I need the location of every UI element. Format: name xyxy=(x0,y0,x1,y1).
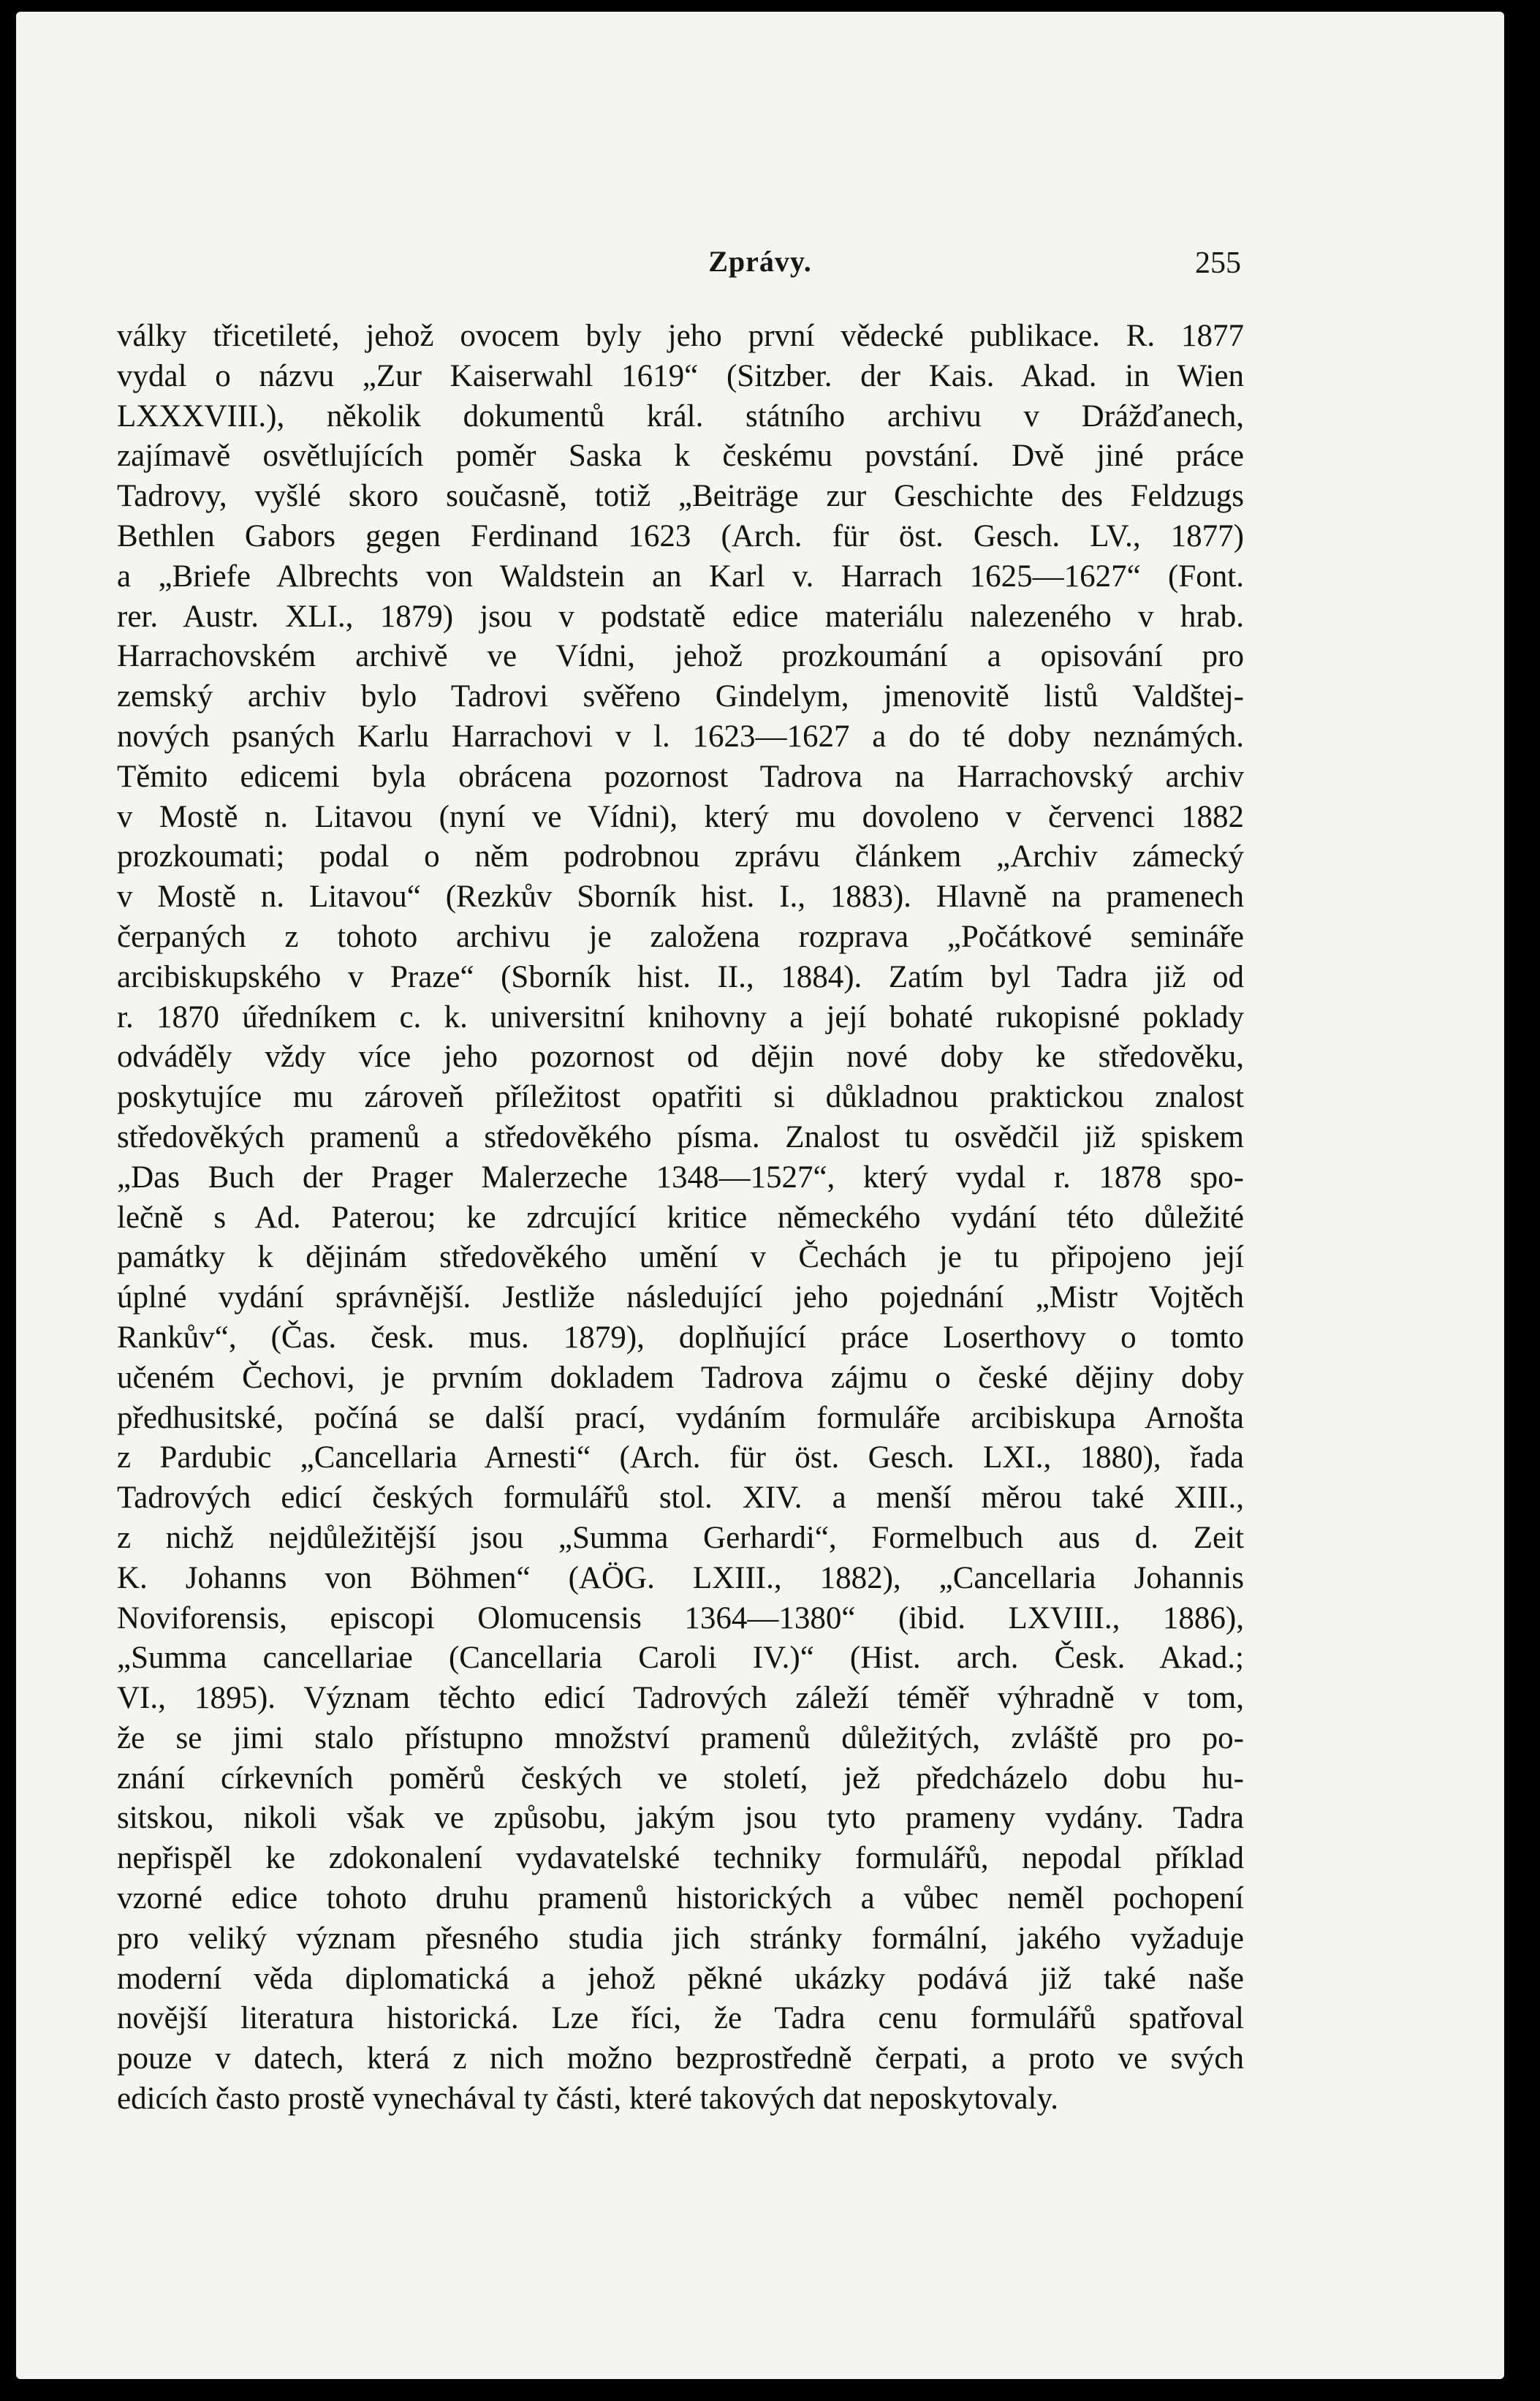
text-line: z nichž nejdůležitější jsou „Summa Gerhardi“, Formelbuch aus d. Zeit xyxy=(117,1520,1244,1555)
text-line: „Summa cancellariae (Cancellaria Caroli IV.)“ (Hist. arch. Česk. Akad.; xyxy=(117,1641,1244,1676)
text-line: v Mostě n. Litavou (nyní ve Vídni), který mu dovoleno v červenci 1882 xyxy=(117,799,1244,834)
text-line: války třicetileté, jehož ovocem byly jeho první vědecké publikace. R. 1877 xyxy=(117,319,1244,353)
text-line: „Das Buch der Prager Malerzeche 1348—1527“, který vydal r. 1878 spo- xyxy=(117,1160,1244,1195)
text-line: novější literatura historická. Lze říci, že Tadra cenu formulářů spatřoval xyxy=(117,2001,1244,2036)
text-line: v Mostě n. Litavou“ (Rezkův Sborník hist. I., 1883). Hlavně na pramenech xyxy=(117,880,1244,915)
text-line: středověkých pramenů a středověkého písma. Znalost tu osvědčil již spiskem xyxy=(117,1119,1244,1154)
text-line: arcibiskupského v Praze“ (Sborník hist. II., 1884). Zatím byl Tadra již od xyxy=(117,959,1244,994)
text-line: Tadrových edicí českých formulářů stol. XIV. a menší měrou také XIII., xyxy=(117,1481,1244,1516)
text-line: nových psaných Karlu Harrachovi v l. 1623—1627 a do té doby neznámých. xyxy=(117,719,1244,754)
text-line: čerpaných z tohoto archivu je založena rozprava „Počátkové semináře xyxy=(117,919,1244,954)
text-line: r. 1870 úředníkem c. k. universitní knihovny a její bohaté rukopisné poklady xyxy=(117,999,1244,1035)
text-line: předhusitské, počíná se další prací, vydáním formuláře arcibiskupa Arnošta xyxy=(117,1400,1244,1435)
text-line: zajímavě osvětlujících poměr Saska k českému povstání. Dvě jiné práce xyxy=(117,439,1244,474)
text-line: nepřispěl ke zdokonalení vydavatelské techniky formulářů, nepodal příklad xyxy=(117,1841,1244,1876)
running-title: Zprávy. xyxy=(708,245,812,278)
text-line: vzorné edice tohoto druhu pramenů historických a vůbec neměl pochopení xyxy=(117,1881,1244,1916)
text-line: vydal o názvu „Zur Kaiserwahl 1619“ (Sitzber. der Kais. Akad. in Wien xyxy=(117,358,1244,393)
text-line: pouze v datech, která z nich možno bezprostředně čerpati, a proto ve svých xyxy=(117,2041,1244,2076)
body-text xyxy=(117,317,1244,2120)
text-line: LXXXVIII.), několik dokumentů král. státního archivu v Drážďanech, xyxy=(117,398,1244,434)
text-line: zemský archiv bylo Tadrovi svěřeno Gindelym, jmenovitě listů Valdštej- xyxy=(117,679,1244,714)
text-line: z Pardubic „Cancellaria Arnesti“ (Arch. für öst. Gesch. LXI., 1880), řada xyxy=(117,1440,1244,1475)
text-line: moderní věda diplomatická a jehož pěkné ukázky podává již také naše xyxy=(117,1961,1244,1996)
text-line: úplné vydání správnější. Jestliže následující jeho pojednání „Mistr Vojtěch xyxy=(117,1280,1244,1315)
text-line: a „Briefe Albrechts von Waldstein an Karl v. Harrach 1625—1627“ (Font. xyxy=(117,559,1244,594)
text-line: Bethlen Gabors gegen Ferdinand 1623 (Arch. für öst. Gesch. LV., 1877) xyxy=(117,518,1244,553)
text-line: rer. Austr. XLI., 1879) jsou v podstatě edice materiálu nalezeného v hrab. xyxy=(117,599,1244,634)
text-line: Těmito edicemi byla obrácena pozornost Tadrova na Harrachovský archiv xyxy=(117,759,1244,794)
text-line: Harrachovském archivě ve Vídni, jehož prozkoumání a opisování pro xyxy=(117,639,1244,674)
text-line: Noviforensis, episcopi Olomucensis 1364—1380“ (ibid. LXVIII., 1886), xyxy=(117,1600,1244,1636)
text-line: odváděly vždy více jeho pozornost od dějin nové doby ke středověku, xyxy=(117,1040,1244,1075)
text-line: lečně s Ad. Paterou; ke zdrcující kritice německého vydání této důležité xyxy=(117,1200,1244,1235)
text-line: prozkoumati; podal o něm podrobnou zprávu článkem „Archiv zámecký xyxy=(117,839,1244,874)
text-line: poskytujíce mu zároveň příležitost opatřiti si důkladnou praktickou znalost xyxy=(117,1080,1244,1115)
page-number: 255 xyxy=(1195,246,1241,280)
text-line: VI., 1895). Význam těchto edicí Tadrových záleží téměř výhradně v tom, xyxy=(117,1681,1244,1716)
text-line: pro veliký význam přesného studia jich stránky formální, jakého vyžaduje xyxy=(117,1921,1244,1956)
text-line: učeném Čechovi, je prvním dokladem Tadrova zájmu o české dějiny doby xyxy=(117,1360,1244,1395)
page-header xyxy=(16,241,1504,285)
text-line: památky k dějinám středověkého umění v Čechách je tu připojeno její xyxy=(117,1240,1244,1275)
text-line: sitskou, nikoli však ve způsobu, jakým jsou tyto prameny vydány. Tadra xyxy=(117,1801,1244,1836)
text-line: K. Johanns von Böhmen“ (AÖG. LXIII., 1882), „Cancellaria Johannis xyxy=(117,1560,1244,1595)
text-line: edicích často prostě vynechával ty části, které takových dat neposkytovaly. xyxy=(117,2082,1058,2117)
text-line: znání církevních poměrů českých ve století, jež předcházelo dobu hu- xyxy=(117,1761,1244,1796)
text-line: Tadrovy, vyšlé skoro současně, totiž „Beiträge zur Geschichte des Feldzugs xyxy=(117,479,1244,514)
text-line: že se jimi stalo přístupno množství pramenů důležitých, zvláště pro po- xyxy=(117,1720,1244,1755)
text-line: Rankův“, (Čas. česk. mus. 1879), doplňující práce Loserthovy o tomto xyxy=(117,1320,1244,1355)
